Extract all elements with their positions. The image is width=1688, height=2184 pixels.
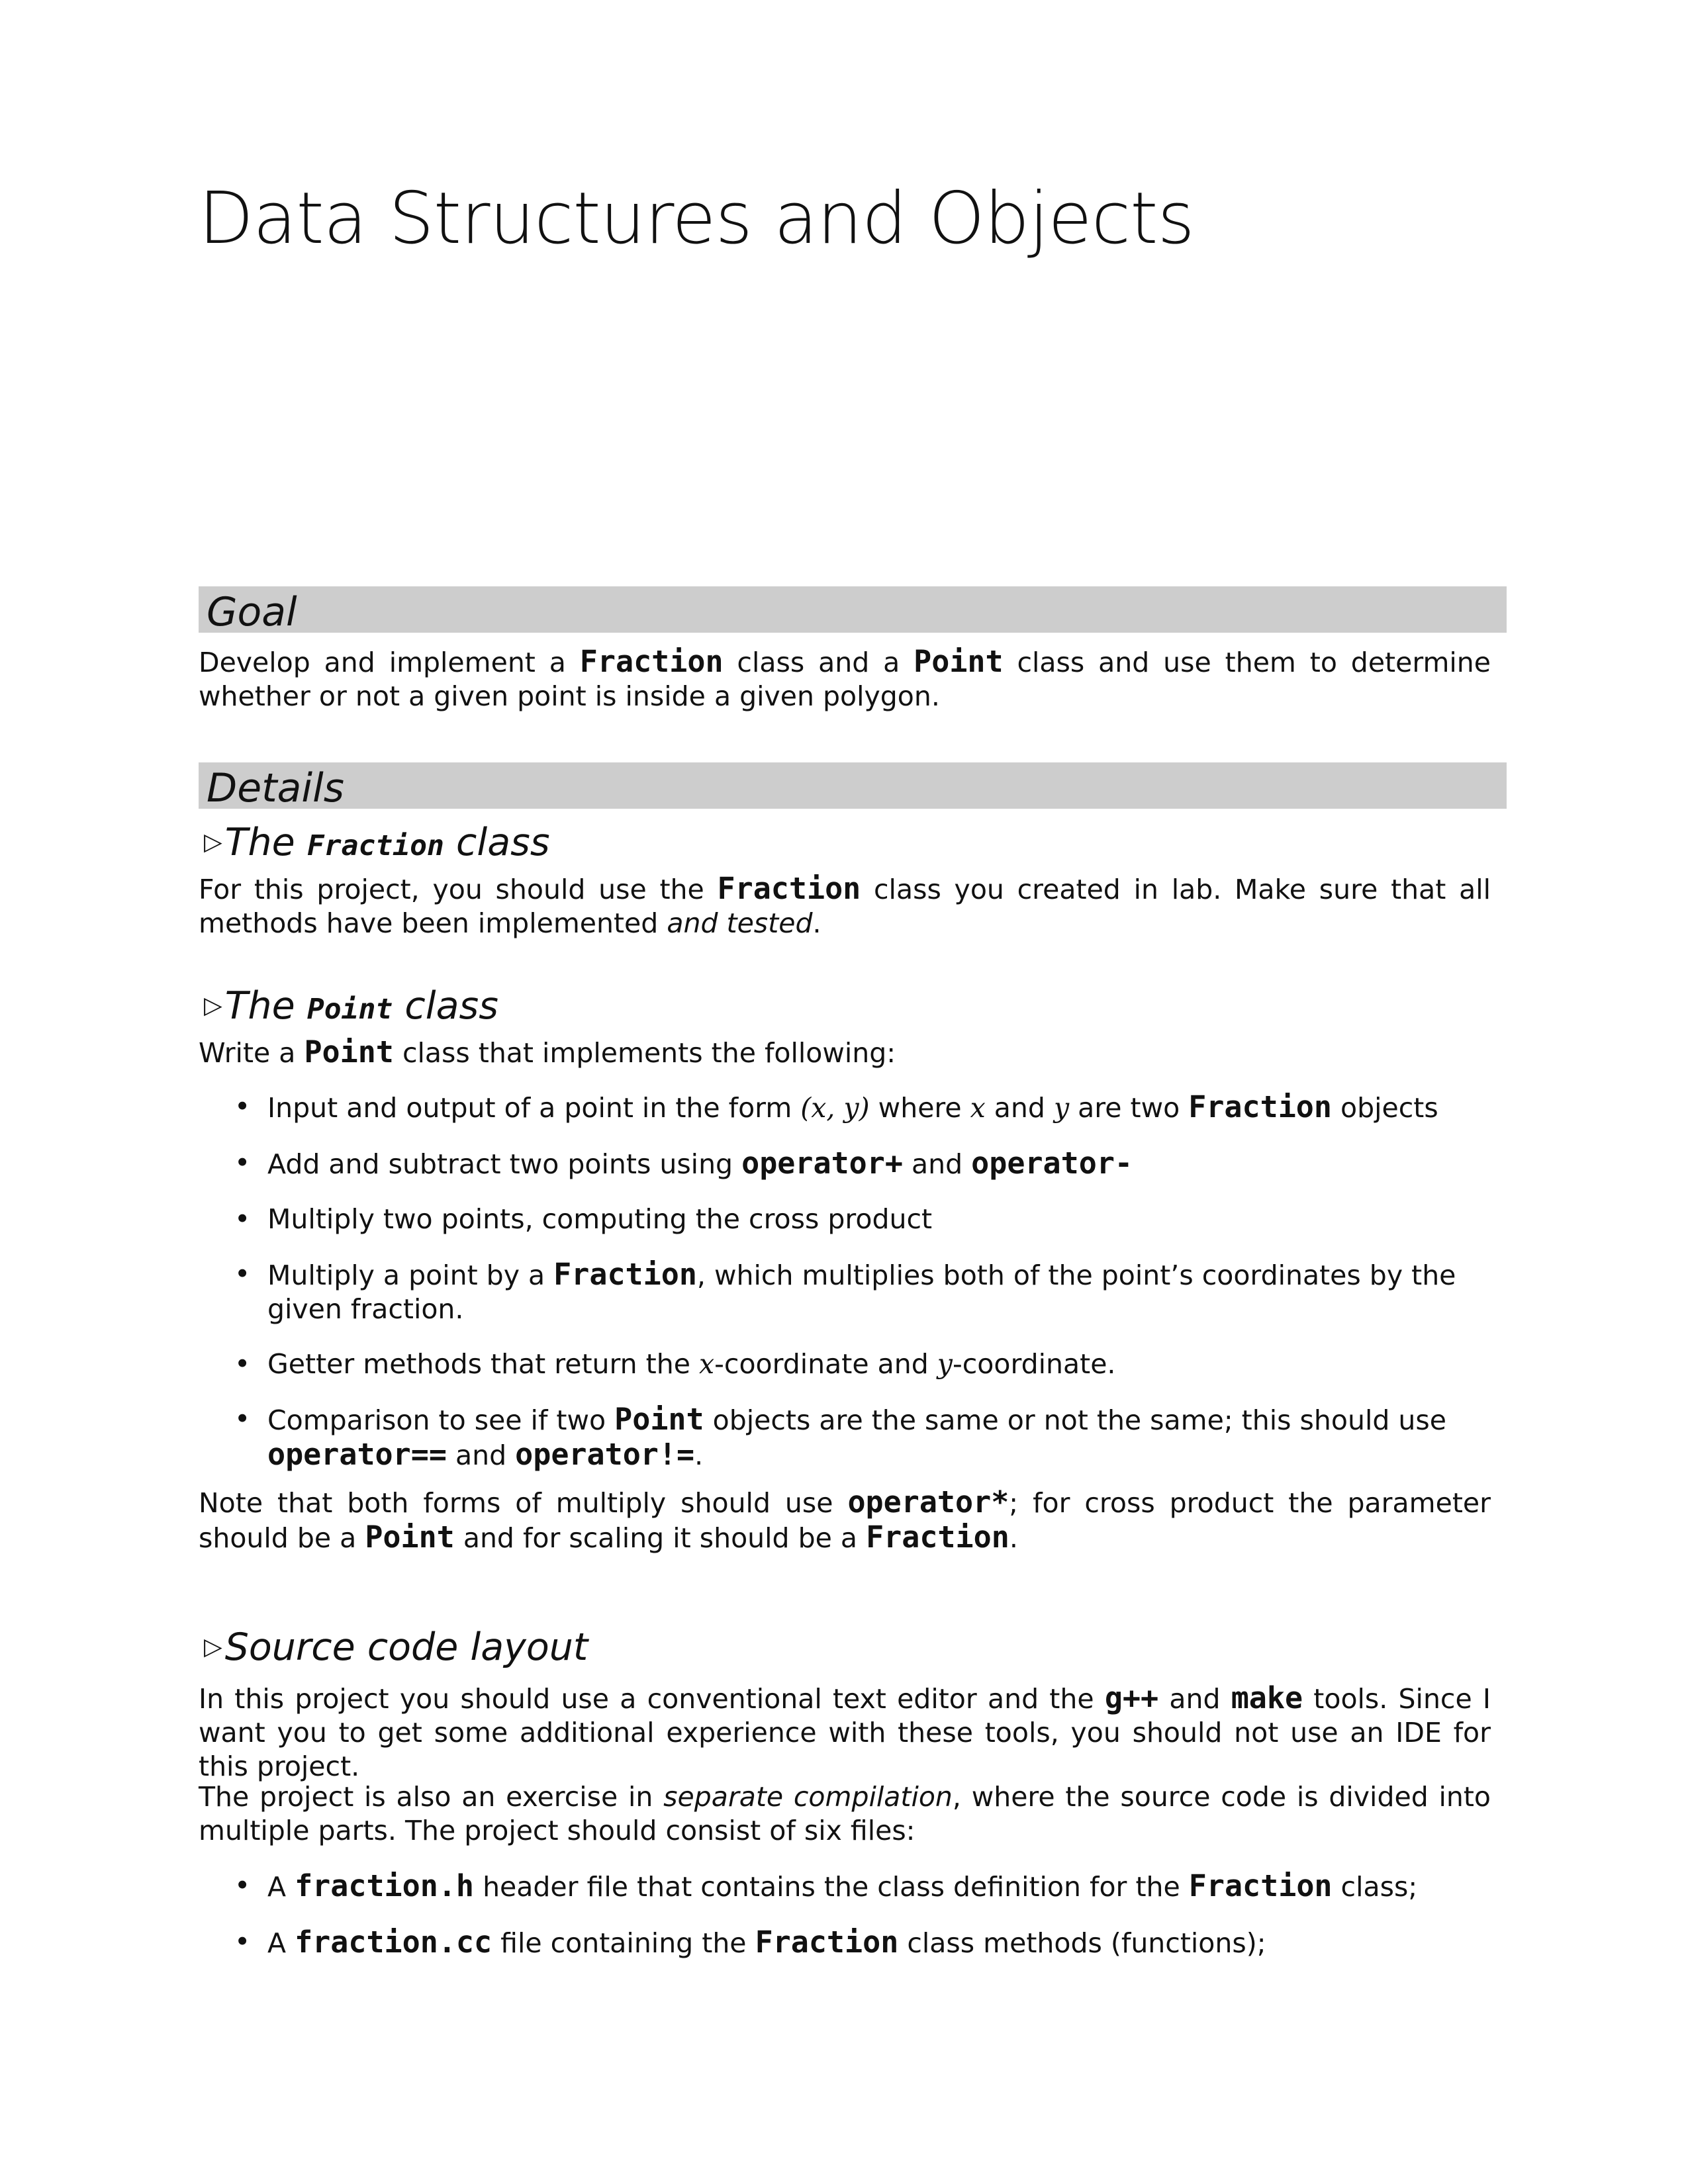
- multiply-note-paragraph: Note that both forms of multiply should use operator*; for cross product the parameter should be a Point and for scaling it should be a Fraction.: [199, 1484, 1491, 1555]
- fraction-class-subheading: ▷The Fraction class: [204, 821, 550, 864]
- list-item: • Getter methods that return the x-coordinate and y-coordinate.: [199, 1347, 1491, 1381]
- document-title: Data Structures and Objects: [199, 177, 1194, 260]
- list-item: • Add and subtract two points using operator+ and operator-: [199, 1146, 1491, 1181]
- source-code-layout-subheading: ▷Source code layout: [204, 1625, 588, 1669]
- goal-heading: Goal: [207, 589, 297, 635]
- triangle-right-icon: ▷: [204, 829, 222, 856]
- details-section-header: [199, 762, 1507, 809]
- list-item: • A fraction.cc file containing the Fraction class methods (functions);: [199, 1925, 1491, 1960]
- list-item: • A fraction.h header file that contains the class definition for the Fraction class;: [199, 1869, 1491, 1904]
- layout-paragraph-1: In this project you should use a conventional text editor and the g++ and make tools. Since I want you to get some additional experience with these tools, you should not use an IDE for this project.: [199, 1680, 1491, 1782]
- point-requirements-list: [199, 1090, 1491, 1494]
- list-item: • Multiply two points, computing the cross product: [199, 1203, 1491, 1236]
- triangle-right-icon: ▷: [204, 992, 222, 1019]
- fraction-class-paragraph: For this project, you should use the Fraction class you created in lab. Make sure that all methods have been implemented and tested.: [199, 871, 1491, 939]
- list-item: • Multiply a point by a Fraction, which multiplies both of the point’s coordinates by the given fraction.: [199, 1257, 1491, 1326]
- point-class-subheading: ▷The Point class: [204, 984, 498, 1028]
- point-class-intro: Write a Point class that implements the following:: [199, 1034, 896, 1069]
- triangle-right-icon: ▷: [204, 1633, 222, 1661]
- files-list: [199, 1869, 1491, 1981]
- list-item: • Input and output of a point in the form (x, y) where x and y are two Fraction objects: [199, 1090, 1491, 1125]
- details-heading: Details: [207, 765, 345, 811]
- list-item: • Comparison to see if two Point objects are the same or not the same; this should use operator== and operator!=.: [199, 1402, 1491, 1473]
- layout-paragraph-2: The project is also an exercise in separate compilation, where the source code is divided into multiple parts. The project should consist of six files:: [199, 1781, 1491, 1846]
- goal-section-header: [199, 586, 1507, 633]
- goal-paragraph: Develop and implement a Fraction class and a Point class and use them to determine whether or not a given point is inside a given polygon.: [199, 644, 1491, 712]
